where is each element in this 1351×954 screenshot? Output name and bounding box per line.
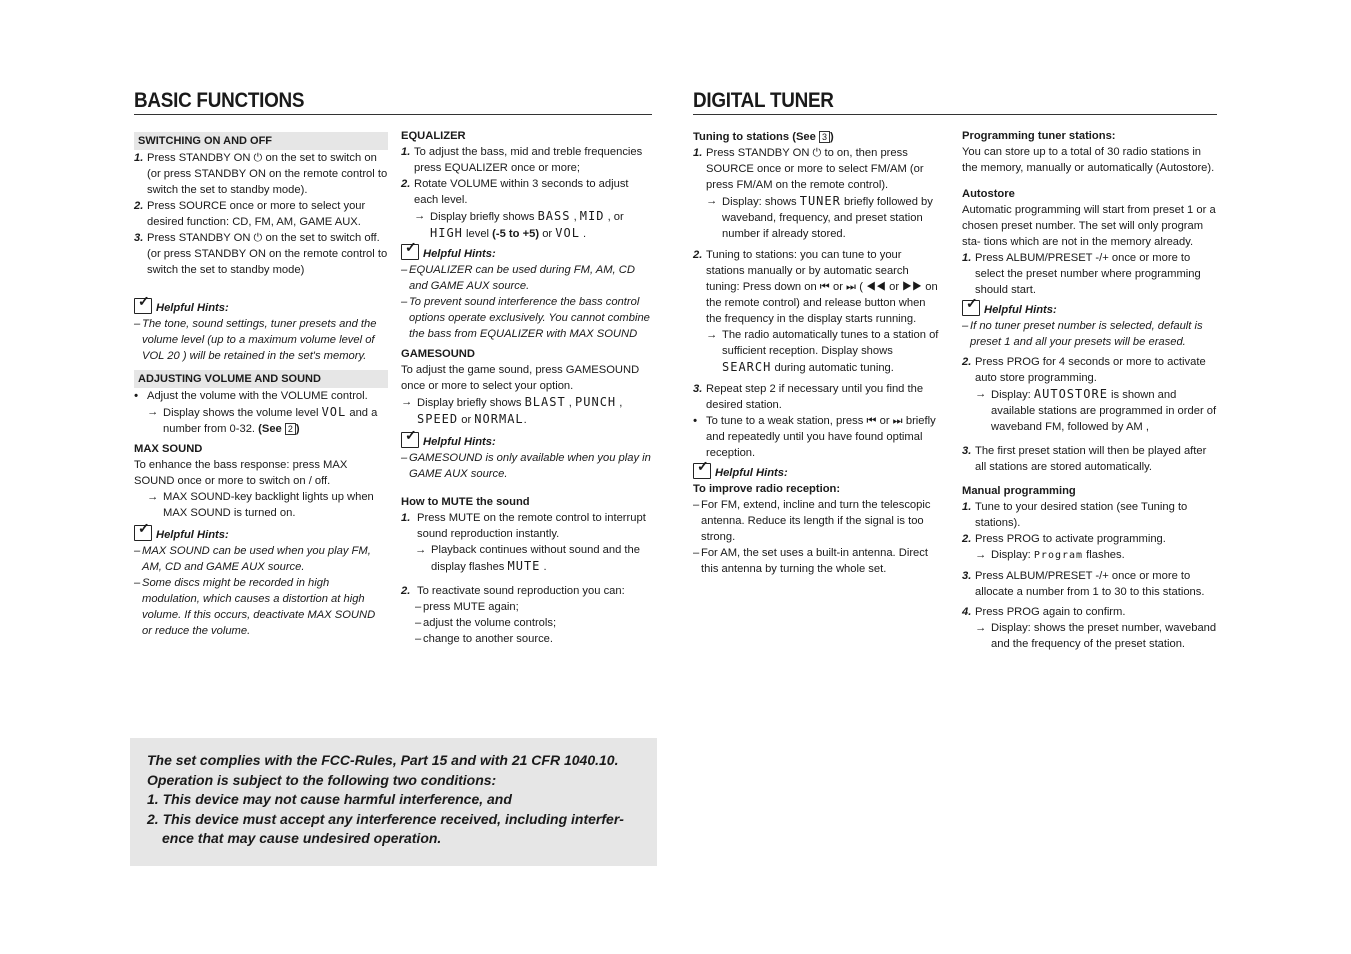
- tuning-bullet: • To tune to a weak station, press ⏮ or ⏭ briefly and repeatedly until you have found optimal reception.: [693, 415, 936, 459]
- manual-confirm-note: → Display: shows the preset number, waveband and the frequency of the preset station.: [975, 620, 1218, 652]
- switching-hint: – The tone, sound settings, tuner presets and the volume level (up to a maximum volume level of VOL 20 ) will be retained in the set's memory.: [134, 316, 388, 364]
- switch-step-1: 1. Press STANDBY ON ⏻ on the set to switch on (or press STANDBY ON on the remote control to switch the set to standby mode).: [134, 152, 388, 196]
- programming-heading: Programming tuner stations:: [962, 130, 1116, 142]
- gamesound-heading: GAMESOUND: [401, 348, 475, 360]
- gamesound-display-note: → Display briefly shows BLAST , PUNCH , SPEED or NORMAL.: [401, 394, 653, 428]
- manual-step-1: 1. Tune to your desired station (see Tuning to stations).: [962, 501, 1188, 529]
- mute-option-2: – adjust the volume controls;: [415, 615, 653, 631]
- autostore-step-3: 3. The first preset station will then be played after all stations are stored automatically.: [962, 445, 1207, 473]
- autostore-heading: Autostore: [962, 188, 1015, 200]
- autostore-step-2: 2. Press PROG for 4 seconds or more to activate auto store programming.: [962, 356, 1206, 384]
- lcd-vol: VOL: [321, 405, 347, 419]
- fcc-line-4: 2. This device must accept any interference received, including interfer-: [147, 810, 624, 827]
- fcc-line-3: 1. This device may not cause harmful interference, and: [147, 791, 512, 807]
- checkmark-note-icon: [134, 525, 152, 541]
- tuning-display-note-1: → Display: shows TUNER briefly followed by waveband, frequency, and preset station number if already stored.: [706, 193, 943, 242]
- switch-step-3: 3. Press STANDBY ON ⏻ on the set to switch off. (or press STANDBY ON on the remote control to switch the set to standby mode): [134, 232, 388, 276]
- autostore-display-note: → Display: AUTOSTORE is shown and available stations are programmed in order of waveband FM, followed by AM ,: [975, 386, 1218, 435]
- digital-tuner-title: DIGITAL TUNER: [693, 89, 834, 112]
- equalizer-step-2: 2. Rotate VOLUME within 3 seconds to adjust each level.: [401, 178, 629, 206]
- checkmark-note-icon: [962, 300, 980, 316]
- checkmark-note-icon: [401, 244, 419, 260]
- programming-text: You can store up to a total of 30 radio stations in the memory, manually or automatically (Autostore).: [962, 146, 1215, 174]
- equalizer-display-note: → Display briefly shows BASS , MID , or HIGH level (-5 to +5) or VOL .: [414, 208, 653, 242]
- volume-display-note: → Display shows the volume level VOL and a number from 0-32. (See 2 ): [147, 404, 388, 437]
- helpful-hints-label: ✓ Helpful Hints:: [962, 302, 1218, 318]
- helpful-hints-label: ✓ Helpful Hints:: [134, 527, 388, 543]
- fcc-line-2: Operation is subject to the following two conditions:: [147, 771, 497, 788]
- max-sound-hint-1: – MAX SOUND can be used when you play FM, AM, CD and GAME AUX source.: [134, 543, 388, 575]
- max-sound-note: → MAX SOUND-key backlight lights up when MAX SOUND is turned on.: [147, 489, 388, 521]
- manual-programming-heading: Manual programming: [962, 485, 1076, 497]
- max-sound-heading: MAX SOUND: [134, 443, 203, 455]
- helpful-hints-label: ✓ Helpful Hints:: [401, 246, 653, 262]
- improve-am: – For AM, the set uses a built-in antenna. Direct this antenna by turning the whole set.: [693, 545, 943, 577]
- helpful-hints-label: ✓ Helpful Hints:: [134, 300, 388, 316]
- gamesound-text: To adjust the game sound, press GAMESOUND once or more to select your option.: [401, 364, 640, 392]
- manual-display-note: → Display: Program flashes.: [975, 547, 1218, 564]
- tuning-display-note-2: → The radio automatically tunes to a station of sufficient reception. Display shows SEARCH during automatic tuning.: [706, 327, 943, 376]
- tuning-heading: Tuning to stations (See 3 ): [693, 131, 834, 143]
- tuning-step-1: 1. Press STANDBY ON ⏻ to on, then press SOURCE once or more to select FM/AM (or press FM/AM on the remote control).: [693, 147, 924, 191]
- checkmark-note-icon: [693, 463, 711, 479]
- helpful-hints-label: ✓ Helpful Hints:: [401, 434, 653, 450]
- tuning-step-2: 2. Tuning to stations: you can tune to your stations manually or by automatic search tuning: Press down on ⏮ or ⏭ ( ◀◀ or ▶▶ on the remote control) and release button when the frequency in the display starts running.: [693, 249, 938, 325]
- improve-reception-heading: To improve radio reception:: [693, 483, 841, 495]
- fcc-notice-box: [130, 738, 657, 866]
- equalizer-heading: EQUALIZER: [401, 130, 466, 142]
- switch-step-2: 2. Press SOURCE once or more to select your desired function: CD, FM, AM, GAME AUX.: [134, 200, 366, 228]
- equalizer-hint-2: – To prevent sound interference the bass control options operate exclusively. You cannot combine the bass from EQUALIZER with MAX SOUND: [401, 294, 653, 342]
- max-sound-text: To enhance the bass response: press MAX SOUND once or more to switch on / off.: [134, 459, 348, 487]
- fcc-line-5: ence that may cause undesired operation.: [162, 830, 442, 846]
- column-tuner-left: [693, 129, 943, 577]
- equalizer-step-1: 1. To adjust the bass, mid and treble frequencies press EQUALIZER once or more;: [401, 146, 643, 174]
- checkmark-note-icon: [401, 432, 419, 448]
- volume-heading: ADJUSTING VOLUME AND SOUND: [134, 370, 388, 388]
- improve-fm: – For FM, extend, incline and turn the telescopic antenna. Reduce its length if the signal is too strong.: [693, 497, 943, 545]
- tuner-title-rule: [693, 114, 1217, 115]
- mute-step-1: 1. Press MUTE on the remote control to interrupt sound reproduction instantly.: [401, 512, 646, 540]
- gamesound-hint: – GAMESOUND is only available when you play in GAME AUX source.: [401, 450, 653, 482]
- mute-option-1: – press MUTE again;: [415, 599, 653, 615]
- helpful-hints-label: ✓ Helpful Hints:: [693, 465, 943, 481]
- autostore-step-1: 1. Press ALBUM/PRESET -/+ once or more to select the preset number where programming should start.: [962, 252, 1201, 296]
- autostore-text: Automatic programming will start from preset 1 or a chosen preset number. The set will only program sta- tions which are not in the memory already.: [962, 204, 1216, 248]
- mute-option-3: – change to another source.: [415, 631, 653, 647]
- max-sound-hint-2: – Some discs might be recorded in high modulation, which causes a distortion at high volume. If this occurs, deactivate MAX SOUND or reduce the volume.: [134, 575, 388, 639]
- column-basic-right: [401, 128, 653, 647]
- manual-step-2: 2. Press PROG to activate programming.: [962, 533, 1166, 545]
- volume-bullet: • Adjust the volume with the VOLUME control.: [134, 390, 368, 402]
- manual-step-4: 4. Press PROG again to confirm.: [962, 606, 1126, 618]
- manual-step-3: 3. Press ALBUM/PRESET -/+ once or more to allocate a number from 1 to 30 to this stations.: [962, 570, 1205, 598]
- mute-heading: How to MUTE the sound: [401, 496, 530, 508]
- equalizer-hint-1: – EQUALIZER can be used during FM, AM, CD and GAME AUX source.: [401, 262, 653, 294]
- basic-functions-title: BASIC FUNCTIONS: [134, 89, 305, 112]
- fcc-line-1: The set complies with the FCC-Rules, Part 15 and with 21 CFR 1040.10.: [147, 752, 619, 768]
- mute-step-2: 2. To reactivate sound reproduction you can:: [401, 585, 625, 597]
- basic-title-rule: [134, 114, 652, 115]
- switching-heading: SWITCHING ON AND OFF: [134, 132, 388, 150]
- mute-display-note: → Playback continues without sound and the display flashes MUTE .: [415, 542, 653, 575]
- autostore-hint: – If no tuner preset number is selected, default is preset 1 and all your presets will be erased.: [962, 318, 1218, 350]
- checkmark-note-icon: [134, 298, 152, 314]
- column-tuner-right: [962, 128, 1218, 652]
- tuning-step-3: 3. Repeat step 2 if necessary until you find the desired station.: [693, 383, 924, 411]
- column-basic-left: [134, 132, 388, 639]
